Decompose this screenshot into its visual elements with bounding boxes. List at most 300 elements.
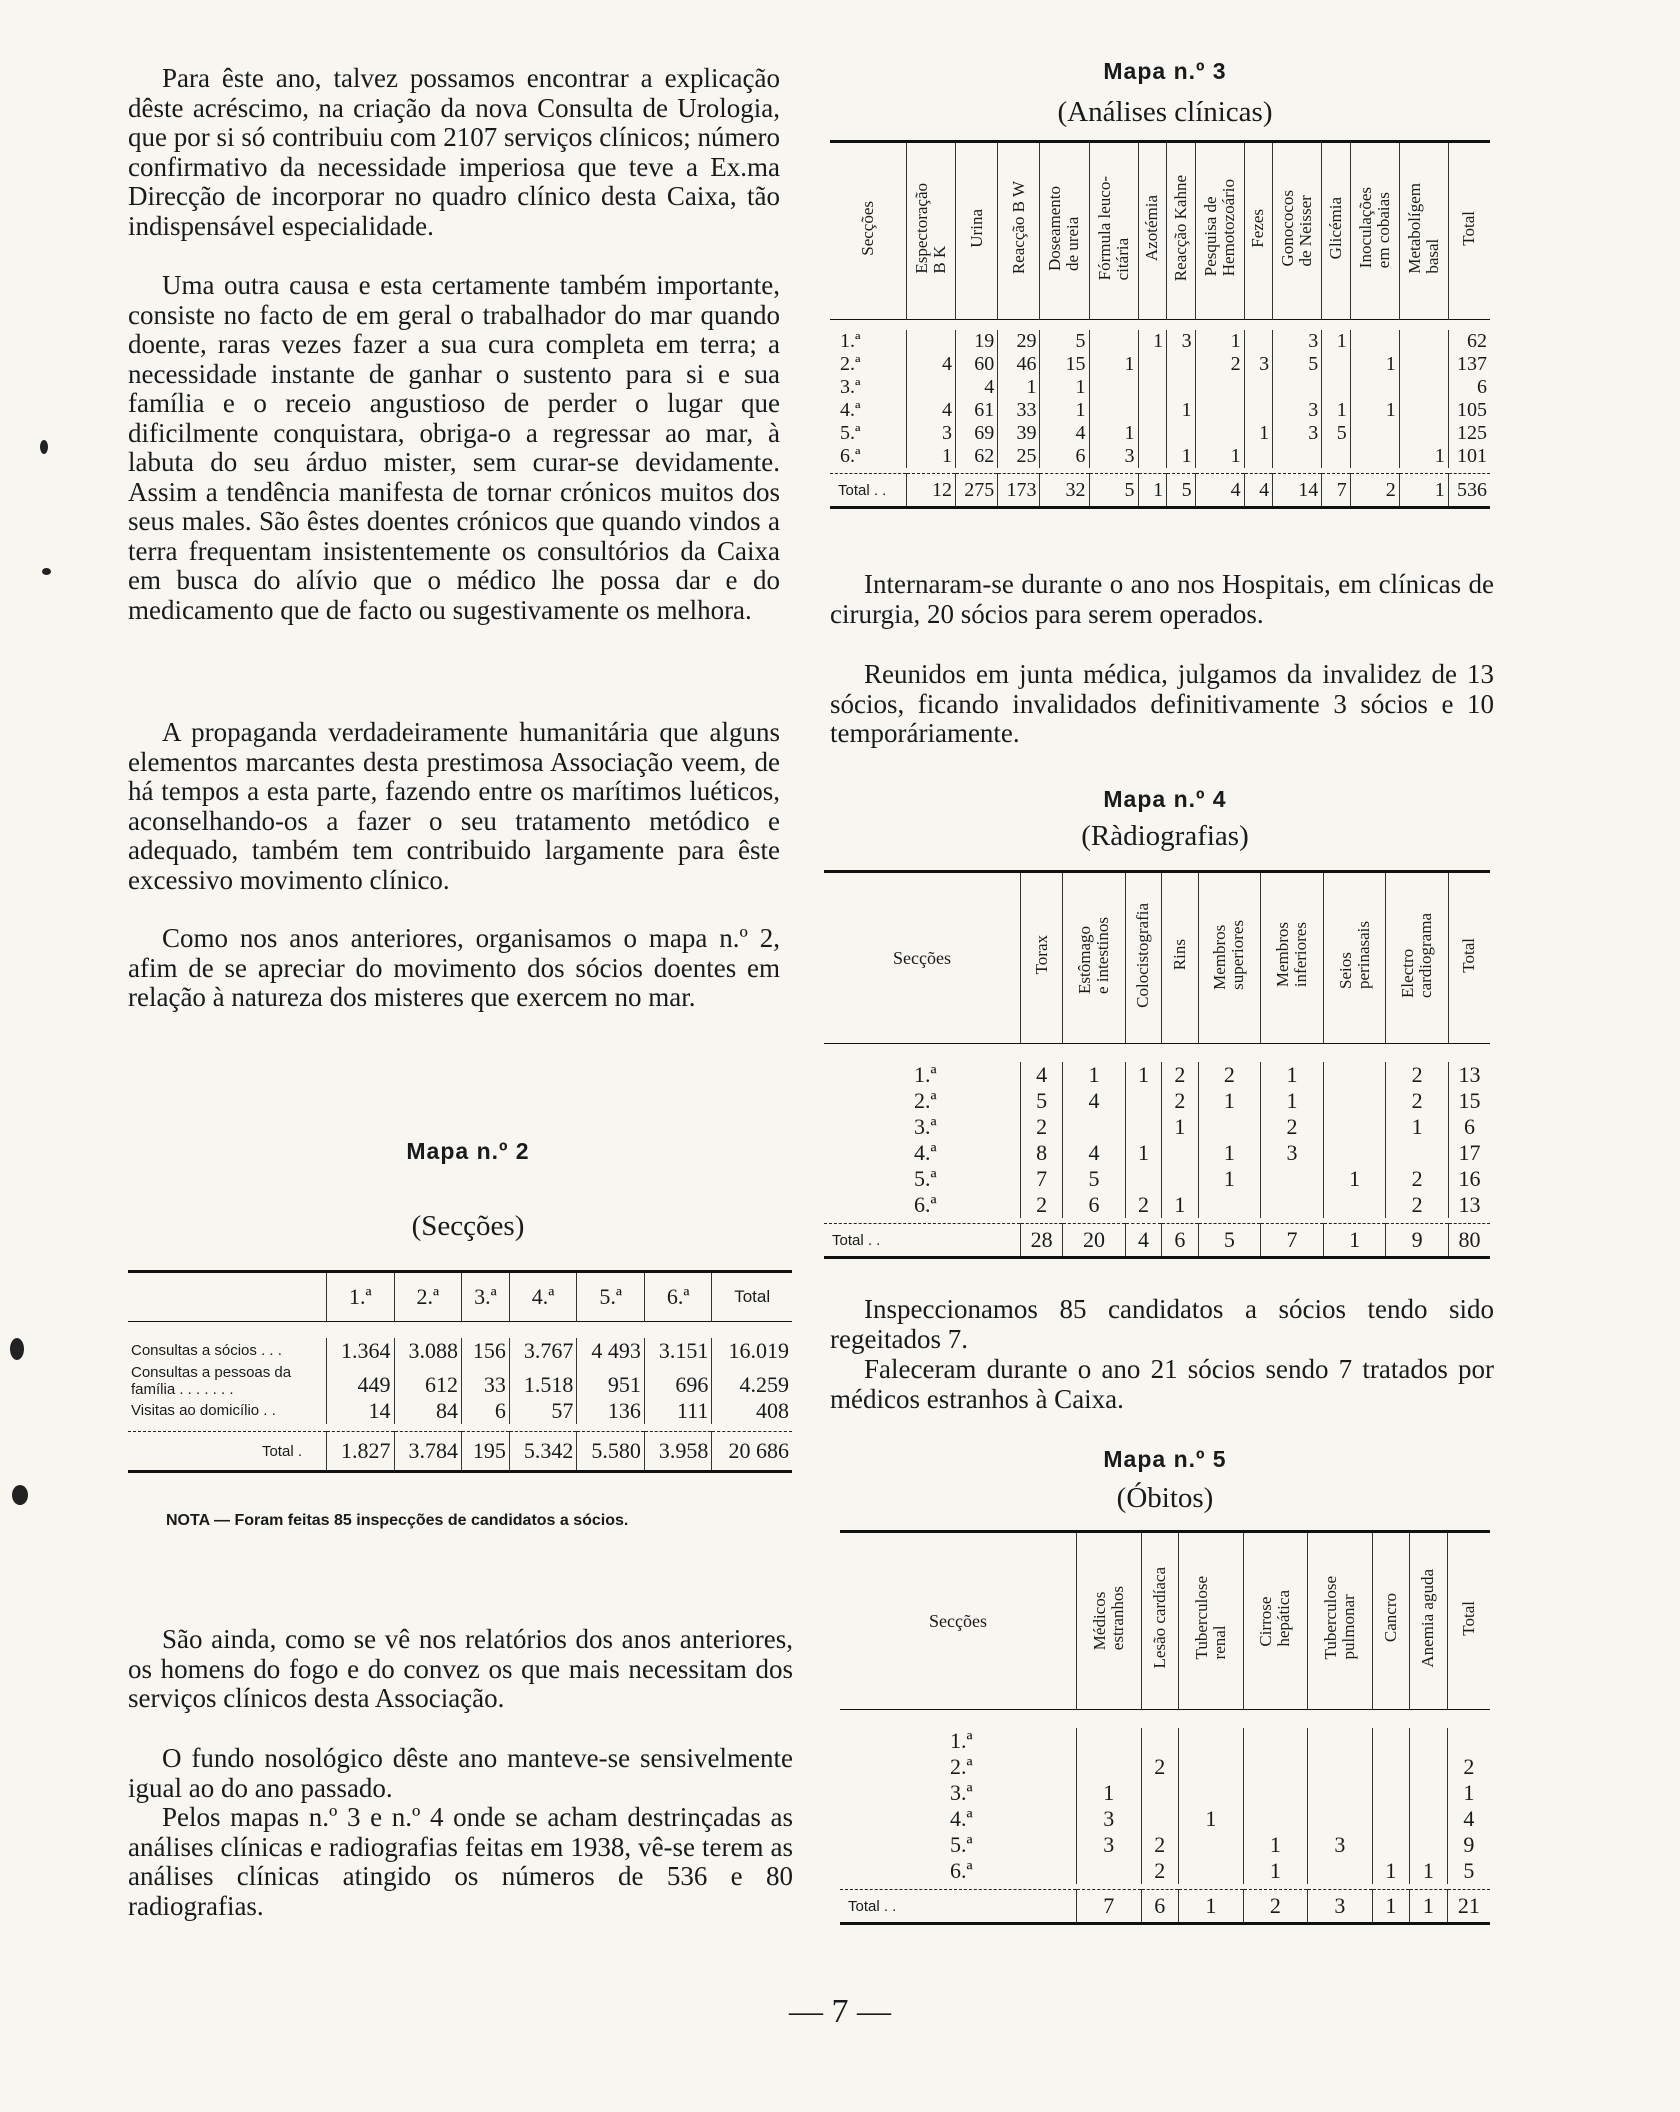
- cell: 14: [1273, 474, 1322, 508]
- map2-col-header: 3.ª: [462, 1272, 510, 1322]
- cell: [1167, 422, 1196, 445]
- cell: 3: [1273, 399, 1322, 422]
- col-header: [1399, 142, 1448, 320]
- cell: 39: [998, 422, 1040, 445]
- cell: [1372, 1728, 1410, 1754]
- cell: 9: [1447, 1832, 1490, 1858]
- cell: 1.364: [327, 1338, 395, 1364]
- cell: 2: [1447, 1754, 1490, 1780]
- col-header: [1448, 872, 1490, 1044]
- cell: 1: [1195, 445, 1244, 468]
- cell: 46: [998, 353, 1040, 376]
- row-label: 6.ª: [950, 1857, 973, 1883]
- cell: [1138, 445, 1167, 468]
- col-header-label: Total: [1459, 210, 1479, 246]
- cell: [1323, 1114, 1386, 1140]
- header-row: [824, 872, 1490, 1044]
- table-row: [840, 1728, 1490, 1754]
- map5-title: Mapa n.º 5: [1103, 1446, 1227, 1472]
- col-header: [1244, 142, 1273, 320]
- cell: 696: [644, 1364, 712, 1398]
- cell: 612: [394, 1364, 462, 1398]
- cell: 2: [1198, 1062, 1261, 1088]
- total-row: [128, 1432, 792, 1472]
- col-header: [1138, 142, 1167, 320]
- cell: 6: [1448, 376, 1490, 399]
- cell: [1243, 1780, 1308, 1806]
- cell: [1077, 1728, 1142, 1754]
- row-header: [830, 142, 907, 320]
- row-label: 5.ª: [950, 1831, 973, 1857]
- cell: [1138, 399, 1167, 422]
- cell: [1125, 1088, 1161, 1114]
- cell: 1.518: [509, 1364, 577, 1398]
- cell: 2: [1141, 1832, 1179, 1858]
- cell: [1399, 353, 1448, 376]
- cell: [1372, 1806, 1410, 1832]
- cell: 1: [1138, 474, 1167, 508]
- cell: 1: [1243, 1832, 1308, 1858]
- header-row: [830, 142, 1490, 320]
- cell: [1308, 1754, 1373, 1780]
- map2-header-blank: [128, 1272, 327, 1322]
- cell: [1195, 376, 1244, 399]
- cell: [1063, 1114, 1126, 1140]
- map2-table: [128, 1270, 792, 1473]
- col-header: [1040, 142, 1089, 320]
- map5-subtitle: (Óbitos): [1116, 1482, 1214, 1514]
- cell: 1: [1162, 1192, 1198, 1218]
- cell: [1138, 422, 1167, 445]
- col-header-label: Estômago e intestinos: [1075, 916, 1112, 994]
- col-header: [1322, 142, 1351, 320]
- cell: 2: [1386, 1192, 1449, 1218]
- cell: 1: [1244, 422, 1273, 445]
- cell: 1: [1399, 445, 1448, 468]
- map2-subtitle: (Secções): [411, 1210, 525, 1242]
- cell: [1350, 376, 1399, 399]
- cell: [1125, 1166, 1161, 1192]
- cell: 1: [1195, 330, 1244, 353]
- cell: 1: [1261, 1088, 1324, 1114]
- col-header-label: Tuberculose pulmonar: [1320, 1576, 1358, 1660]
- paragraph: Pelos mapas n.º 3 e n.º 4 onde se acham destrinçadas as análises clínicas e radiografias feitas em 1938, vê-se terem as análises clínicas atingido os números de 536 e 80 radiografias.: [128, 1802, 793, 1921]
- cell: 275: [956, 474, 998, 508]
- table-row: [128, 1398, 792, 1424]
- col-header-label: Urina: [966, 208, 986, 248]
- cell: 4: [907, 353, 956, 376]
- cell: 4: [1125, 1224, 1161, 1258]
- cell: 15: [1448, 1088, 1490, 1114]
- cell: 3.088: [394, 1338, 462, 1364]
- cell: [1399, 422, 1448, 445]
- cell: 7: [1261, 1224, 1324, 1258]
- col-header-label: Membros inferiores: [1272, 922, 1310, 988]
- cell: 7: [1322, 474, 1351, 508]
- cell: 1: [907, 445, 956, 468]
- cell: [1141, 1728, 1179, 1754]
- cell: 2: [1261, 1114, 1324, 1140]
- total-label: Total . .: [832, 1231, 881, 1249]
- col-header-label: Total: [1458, 1600, 1478, 1636]
- cell: [1077, 1754, 1142, 1780]
- cell: 1: [1198, 1088, 1261, 1114]
- cell: [1167, 376, 1196, 399]
- cell: 6: [1162, 1224, 1198, 1258]
- col-header-label: Anemia aguda: [1418, 1568, 1438, 1668]
- map2-col-header: 5.ª: [577, 1272, 645, 1322]
- cell: 111: [644, 1398, 712, 1424]
- cell: 5: [1447, 1858, 1490, 1884]
- cell: 1: [1162, 1114, 1198, 1140]
- cell: 1: [1372, 1890, 1410, 1924]
- paragraph: O fundo nosológico dêste ano manteve-se sensivelmente igual ao do ano passado.: [128, 1743, 793, 1803]
- col-header: [1063, 872, 1126, 1044]
- col-header: [1308, 1532, 1373, 1710]
- cell: 4: [1447, 1806, 1490, 1832]
- map2-col-header: 6.ª: [644, 1272, 712, 1322]
- paragraph: Inspeccionamos 85 candidatos a sócios tendo sido regeitados 7.: [830, 1294, 1494, 1354]
- cell: [1162, 1166, 1198, 1192]
- col-header: [1447, 1532, 1490, 1710]
- col-header-label: Fezes: [1248, 208, 1268, 248]
- cell: 136: [577, 1398, 645, 1424]
- cell: 14: [327, 1398, 395, 1424]
- cell: 5: [1273, 353, 1322, 376]
- col-header: [1372, 1532, 1410, 1710]
- map4-title: Mapa n.º 4: [1103, 786, 1227, 812]
- cell: [1308, 1728, 1373, 1754]
- cell: 80: [1448, 1224, 1490, 1258]
- table-row: [840, 1858, 1490, 1884]
- row-label: 3.ª: [914, 1113, 937, 1139]
- cell: 1: [1167, 445, 1196, 468]
- cell: [1273, 445, 1322, 468]
- cell: 3: [1273, 330, 1322, 353]
- cell: 1: [1323, 1166, 1386, 1192]
- map5-table: [840, 1530, 1490, 1925]
- total-label: Total .: [261, 1442, 302, 1460]
- map4-table: [824, 870, 1490, 1259]
- cell: 3: [1077, 1806, 1142, 1832]
- col-header: [998, 142, 1040, 320]
- cell: 8: [1021, 1140, 1063, 1166]
- col-header-label: Membros superiores: [1210, 920, 1248, 990]
- cell: 1: [1447, 1780, 1490, 1806]
- cell: 1: [1040, 376, 1089, 399]
- cell: [1077, 1858, 1142, 1884]
- cell: 2: [1386, 1062, 1449, 1088]
- map3-subtitle: (Análises clínicas): [1057, 96, 1273, 128]
- cell: 4: [1040, 422, 1089, 445]
- cell: 1: [1179, 1890, 1244, 1924]
- cell: 33: [462, 1364, 510, 1398]
- cell: 2: [1195, 353, 1244, 376]
- header-row: [840, 1532, 1490, 1710]
- cell: [907, 376, 956, 399]
- cell: [1261, 1192, 1324, 1218]
- cell: 4: [1063, 1088, 1126, 1114]
- cell: 1: [1372, 1858, 1410, 1884]
- total-row: [824, 1224, 1490, 1258]
- cell: [1323, 1088, 1386, 1114]
- col-header-label: Rins: [1169, 939, 1189, 971]
- cell: [1179, 1780, 1244, 1806]
- col-header-label: Fórmula leuco- citária: [1094, 175, 1132, 281]
- table-row: [824, 1062, 1490, 1088]
- col-header: [1410, 1532, 1448, 1710]
- cell: [1198, 1114, 1261, 1140]
- cell: [1179, 1832, 1244, 1858]
- col-header-label: Tuberculose renal: [1191, 1576, 1229, 1660]
- col-header-label: Reacção B W: [1008, 181, 1028, 275]
- cell: 4: [907, 399, 956, 422]
- cell: 4: [956, 376, 998, 399]
- col-header-label: Seios perinasais: [1335, 921, 1373, 989]
- col-header-label: Reacção Kahne: [1170, 174, 1190, 282]
- col-header: [1195, 142, 1244, 320]
- cell: [907, 330, 956, 353]
- paragraph: Reunidos em junta médica, julgamos da invalidez de 13 sócios, ficando invalidados definitivamente 3 sócios e 10 temporáriamente.: [830, 659, 1494, 748]
- cell: 125: [1448, 422, 1490, 445]
- table-row: [830, 376, 1490, 399]
- scan-speck: [42, 568, 51, 575]
- cell: 3.784: [394, 1432, 462, 1472]
- cell: [1410, 1832, 1448, 1858]
- cell: [1410, 1754, 1448, 1780]
- cell: 1: [1322, 399, 1351, 422]
- col-header: [1261, 872, 1324, 1044]
- row-label: 3.ª: [950, 1779, 973, 1805]
- cell: 1: [1350, 399, 1399, 422]
- cell: [1195, 399, 1244, 422]
- cell: [1167, 353, 1196, 376]
- cell: 1: [1040, 399, 1089, 422]
- row-label: 1.ª: [914, 1061, 937, 1087]
- cell: 17: [1448, 1140, 1490, 1166]
- cell: 3: [907, 422, 956, 445]
- row-label: 4.ª: [914, 1139, 937, 1165]
- cell: 173: [998, 474, 1040, 508]
- cell: 5: [1063, 1166, 1126, 1192]
- cell: 1: [1077, 1780, 1142, 1806]
- map2-col-header: 1.ª: [327, 1272, 395, 1322]
- cell: 156: [462, 1338, 510, 1364]
- row-label: 2.ª: [950, 1753, 973, 1779]
- cell: 1: [1323, 1224, 1386, 1258]
- cell: 29: [998, 330, 1040, 353]
- col-header-label: Metabolígem basal: [1404, 182, 1442, 274]
- cell: 1: [1322, 330, 1351, 353]
- cell: 4: [1021, 1062, 1063, 1088]
- cell: 1: [1089, 353, 1138, 376]
- table-row: [840, 1806, 1490, 1832]
- cell: 4 493: [577, 1338, 645, 1364]
- cell: 19: [956, 330, 998, 353]
- row-label: 1.ª: [950, 1727, 973, 1753]
- cell: 62: [1448, 330, 1490, 353]
- cell: 21: [1447, 1890, 1490, 1924]
- table-row: [830, 445, 1490, 468]
- table-row: [830, 330, 1490, 353]
- cell: 5: [1167, 474, 1196, 508]
- scan-speck: [12, 1485, 28, 1505]
- map4-subtitle: (Ràdiografias): [1081, 820, 1249, 852]
- cell: 195: [462, 1432, 510, 1472]
- col-header: [1077, 1532, 1142, 1710]
- cell: 28: [1021, 1224, 1063, 1258]
- col-header-label: Espectoração B K: [912, 182, 950, 274]
- cell: 61: [956, 399, 998, 422]
- table-row: [824, 1088, 1490, 1114]
- cell: 6: [1040, 445, 1089, 468]
- col-header-label: Inoculações em cobaias: [1355, 187, 1393, 269]
- cell: 84: [394, 1398, 462, 1424]
- row-label: Visitas ao domicílio . .: [131, 1402, 276, 1419]
- table-row: [824, 1140, 1490, 1166]
- row-label: 4.ª: [840, 398, 861, 421]
- cell: [1399, 399, 1448, 422]
- cell: 1: [1125, 1140, 1161, 1166]
- col-header: [1179, 1532, 1244, 1710]
- cell: [1244, 376, 1273, 399]
- cell: [1308, 1806, 1373, 1832]
- row-label: 2.ª: [914, 1087, 937, 1113]
- cell: [1322, 445, 1351, 468]
- cell: [1261, 1166, 1324, 1192]
- cell: 15: [1040, 353, 1089, 376]
- cell: 536: [1448, 474, 1490, 508]
- cell: 2: [1162, 1062, 1198, 1088]
- table-row: [840, 1780, 1490, 1806]
- row-label: 6.ª: [840, 444, 861, 467]
- col-header-label: Cirrose hepática: [1256, 1589, 1294, 1647]
- row-label: 6.ª: [914, 1191, 937, 1217]
- cell: [1386, 1140, 1449, 1166]
- paragraph: Internaram-se durante o ano nos Hospitais, em clínicas de cirurgia, 20 sócios para serem operados.: [830, 569, 1494, 629]
- cell: [1322, 353, 1351, 376]
- table-row: [824, 1192, 1490, 1218]
- row-label: 1.ª: [840, 329, 861, 352]
- map2-title: Mapa n.º 2: [406, 1138, 530, 1164]
- cell: 449: [327, 1364, 395, 1398]
- row-label: 5.ª: [840, 421, 861, 444]
- cell: 3: [1077, 1832, 1142, 1858]
- cell: [1399, 376, 1448, 399]
- cell: 4: [1063, 1140, 1126, 1166]
- cell: 7: [1021, 1166, 1063, 1192]
- cell: 1: [998, 376, 1040, 399]
- cell: 1.827: [327, 1432, 395, 1472]
- cell: 9: [1386, 1224, 1449, 1258]
- table-row: [830, 399, 1490, 422]
- row-label: 5.ª: [914, 1165, 937, 1191]
- cell: 1: [1410, 1858, 1448, 1884]
- cell: [1138, 353, 1167, 376]
- table-row: [128, 1364, 792, 1398]
- total-label: Total . .: [848, 1897, 897, 1915]
- cell: [1322, 376, 1351, 399]
- cell: [1141, 1780, 1179, 1806]
- cell: 25: [998, 445, 1040, 468]
- cell: 1: [1198, 1140, 1261, 1166]
- cell: 6: [1448, 1114, 1490, 1140]
- paragraph: Para êste ano, talvez possamos encontrar a explicação dêste acréscimo, na criação da nova Consulta de Urologia, que por si só contribuiu com 2107 serviços clínicos; número confirmativo da necessidade imperiosa que teve a Ex.ma Direcção de incorporar no quadro clínico desta Caixa, tão indispensável especialidade.: [128, 63, 780, 241]
- cell: 6: [1141, 1890, 1179, 1924]
- cell: [1410, 1728, 1448, 1754]
- cell: 2: [1243, 1890, 1308, 1924]
- cell: [1410, 1780, 1448, 1806]
- cell: 62: [956, 445, 998, 468]
- cell: 33: [998, 399, 1040, 422]
- cell: 16.019: [712, 1338, 792, 1364]
- cell: 1: [1125, 1062, 1161, 1088]
- cell: 4: [1244, 474, 1273, 508]
- col-header: [1162, 872, 1198, 1044]
- cell: [1244, 330, 1273, 353]
- cell: 1: [1198, 1166, 1261, 1192]
- cell: [1179, 1754, 1244, 1780]
- cell: 5: [1089, 474, 1138, 508]
- cell: 2: [1141, 1858, 1179, 1884]
- cell: [1089, 376, 1138, 399]
- cell: [1244, 445, 1273, 468]
- scan-speck: [10, 1338, 24, 1360]
- col-header: [1350, 142, 1399, 320]
- cell: [1141, 1806, 1179, 1832]
- row-header-label: Secções: [858, 201, 877, 256]
- map2-note: NOTA — Foram feitas 85 inspecções de candidatos a sócios.: [166, 1512, 629, 1529]
- cell: 3: [1308, 1832, 1373, 1858]
- col-header: [1089, 142, 1138, 320]
- cell: 6: [462, 1398, 510, 1424]
- cell: [1243, 1806, 1308, 1832]
- cell: 12: [907, 474, 956, 508]
- cell: 5: [1322, 422, 1351, 445]
- cell: 3: [1244, 353, 1273, 376]
- col-header: [1386, 872, 1449, 1044]
- cell: 1: [1350, 353, 1399, 376]
- cell: [1243, 1754, 1308, 1780]
- cell: [1089, 330, 1138, 353]
- scan-speck: [40, 440, 48, 454]
- cell: 32: [1040, 474, 1089, 508]
- cell: 1: [1410, 1890, 1448, 1924]
- cell: [1372, 1754, 1410, 1780]
- map2-col-header: 2.ª: [394, 1272, 462, 1322]
- col-header-label: Pesquisa de Hemotozoário: [1200, 179, 1238, 277]
- table-row: [128, 1338, 792, 1364]
- paragraph: São ainda, como se vê nos relatórios dos anos anteriores, os homens do fogo e do convez os que mais necessitam dos serviços clínicos desta Associação.: [128, 1624, 793, 1713]
- cell: [1323, 1192, 1386, 1218]
- row-label: Consultas a pessoas da família . . . . . . .: [131, 1363, 292, 1398]
- map3-title: Mapa n.º 3: [1103, 58, 1227, 84]
- cell: 1: [1243, 1858, 1308, 1884]
- cell: 2: [1386, 1088, 1449, 1114]
- col-header: [1125, 872, 1161, 1044]
- cell: 20: [1063, 1224, 1126, 1258]
- cell: [1089, 399, 1138, 422]
- col-header-label: Colocistografia: [1133, 902, 1153, 1008]
- cell: [1138, 376, 1167, 399]
- total-row: [830, 474, 1490, 508]
- cell: 16: [1448, 1166, 1490, 1192]
- table-row: [830, 353, 1490, 376]
- row-header: Secções: [893, 947, 951, 968]
- col-header: [907, 142, 956, 320]
- col-header: [1198, 872, 1261, 1044]
- col-header-label: Azotémia: [1142, 194, 1162, 262]
